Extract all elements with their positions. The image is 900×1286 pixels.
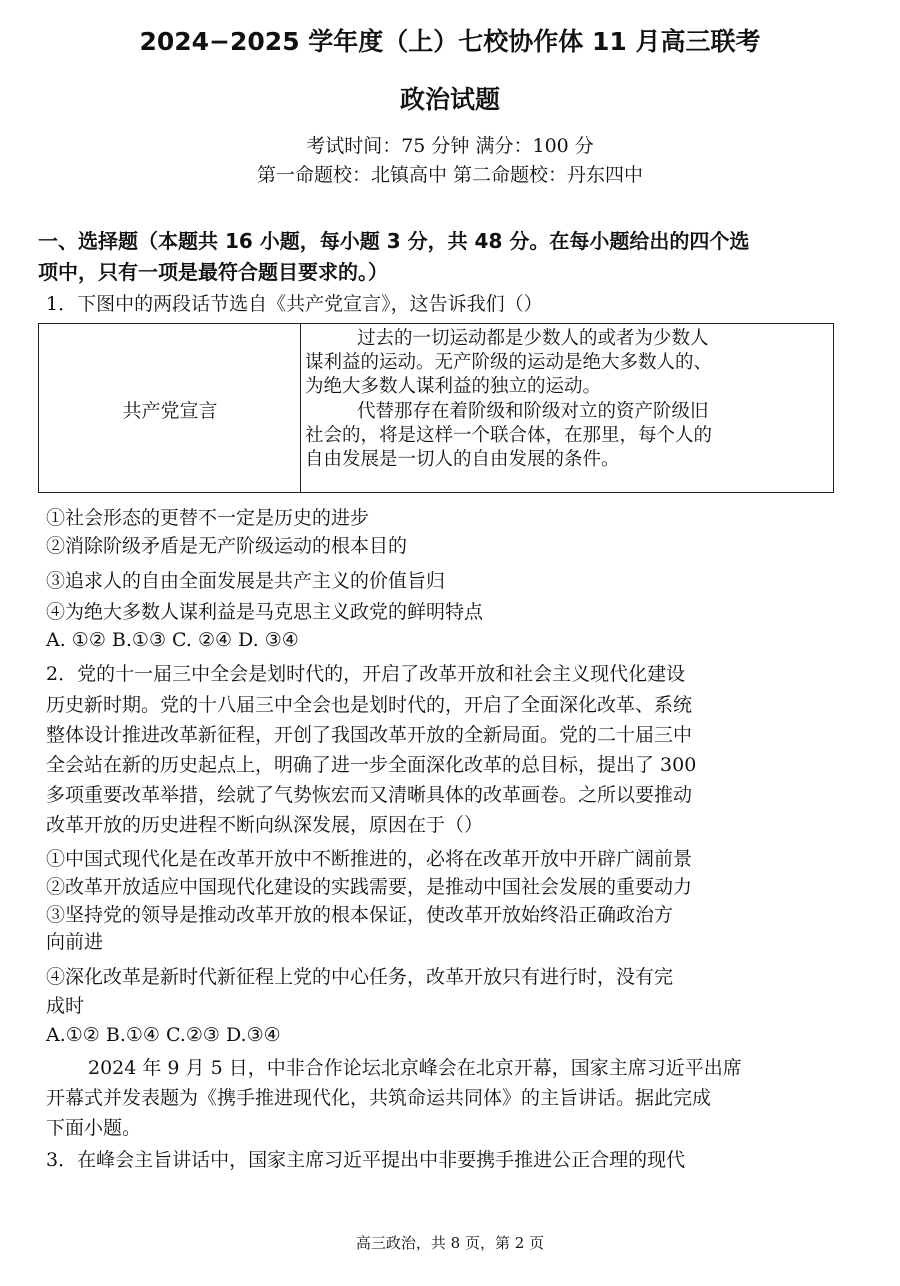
quote-line: 为绝大多数人谋利益的独立的运动。	[305, 376, 602, 397]
q1-option-4: ④为绝大多数人谋利益是马克思主义政党的鲜明特点	[46, 601, 484, 623]
quote-table-label: 共产党宣言	[122, 400, 218, 422]
q2-option-4-cont: 成时	[46, 995, 85, 1017]
section-heading-line2: 项中，只有一项是最符合题目要求的。）	[38, 260, 388, 284]
quote-line: 社会的，将是这样一个联合体，在那里，每个人的	[305, 425, 713, 446]
quote-line: 过去的一切运动都是少数人的或者为少数人	[357, 328, 709, 349]
page-footer: 高三政治，共 8 页，第 2 页	[355, 1234, 545, 1252]
q2-stem-line: 历史新时期。党的十八届三中全会也是划时代的，开启了全面深化改革、系统	[46, 694, 693, 716]
section-heading-line1: 一、选择题（本题共 16 小题，每小题 3 分，共 48 分。在每小题给出的四个选	[38, 229, 750, 253]
quote-line: 自由发展是一切人的自由发展的条件。	[305, 449, 620, 470]
passage-line: 2024 年 9 月 5 日，中非合作论坛北京峰会在北京开幕，国家主席习近平出席	[88, 1057, 742, 1079]
q2-option-3: ③坚持党的领导是推动改革开放的根本保证，使改革开放始终沿正确政治方	[46, 904, 674, 926]
q2-stem-line: 全会站在新的历史起点上，明确了进一步全面深化改革的总目标，提出了 300	[46, 754, 697, 776]
q2-stem-line: 2．党的十一届三中全会是划时代的，开启了改革开放和社会主义现代化建设	[46, 663, 686, 685]
q2-stem-line: 多项重要改革举措，绘就了气势恢宏而又清晰具体的改革画卷。之所以要推动	[46, 784, 693, 806]
passage-line: 开幕式并发表题为《携手推进现代化，共筑命运共同体》的主旨讲话。据此完成	[46, 1087, 712, 1109]
manifesto-quote-table	[38, 323, 834, 493]
exam-title: 2024−2025 学年度（上）七校协作体 11 月高三联考	[139, 27, 761, 56]
q1-option-2: ②消除阶级矛盾是无产阶级运动的根本目的	[46, 535, 408, 557]
subject-title: 政治试题	[399, 85, 500, 114]
q3-stem: 3．在峰会主旨讲话中，国家主席习近平提出中非要携手推进公正合理的现代	[46, 1149, 686, 1171]
author-schools: 第一命题校：北镇高中 第二命题校：丹东四中	[256, 164, 644, 186]
exam-time: 考试时间：75 分钟 满分：100 分	[306, 135, 594, 157]
quote-line: 谋利益的运动。无产阶级的运动是绝大多数人的、	[305, 352, 713, 373]
quote-table-left-cell	[39, 324, 301, 492]
q2-option-3-cont: 向前进	[46, 931, 104, 953]
quote-line: 代替那存在着阶级和阶级对立的资产阶级旧	[357, 401, 709, 422]
q1-choices: A. ①② B.①③ C. ②④ D. ③④	[46, 629, 299, 651]
q2-stem-line: 改革开放的历史进程不断向纵深发展，原因在于（）	[46, 814, 484, 836]
q2-choices: A.①② B.①④ C.②③ D.③④	[46, 1024, 281, 1046]
q2-option-2: ②改革开放适应中国现代化建设的实践需要，是推动中国社会发展的重要动力	[46, 876, 693, 898]
q2-option-4: ④深化改革是新时代新征程上党的中心任务，改革开放只有进行时，没有完	[46, 966, 674, 988]
q2-stem-line: 整体设计推进改革新征程，开创了我国改革开放的全新局面。党的二十届三中	[46, 724, 693, 746]
q1-stem: 1．下图中的两段话节选自《共产党宣言》，这告诉我们（）	[46, 293, 543, 315]
q1-option-3: ③追求人的自由全面发展是共产主义的价值旨归	[46, 570, 446, 592]
q1-option-1: ①社会形态的更替不一定是历史的进步	[46, 507, 370, 529]
passage-line: 下面小题。	[46, 1117, 142, 1139]
q2-option-1: ①中国式现代化是在改革开放中不断推进的，必将在改革开放中开辟广阔前景	[46, 848, 693, 870]
